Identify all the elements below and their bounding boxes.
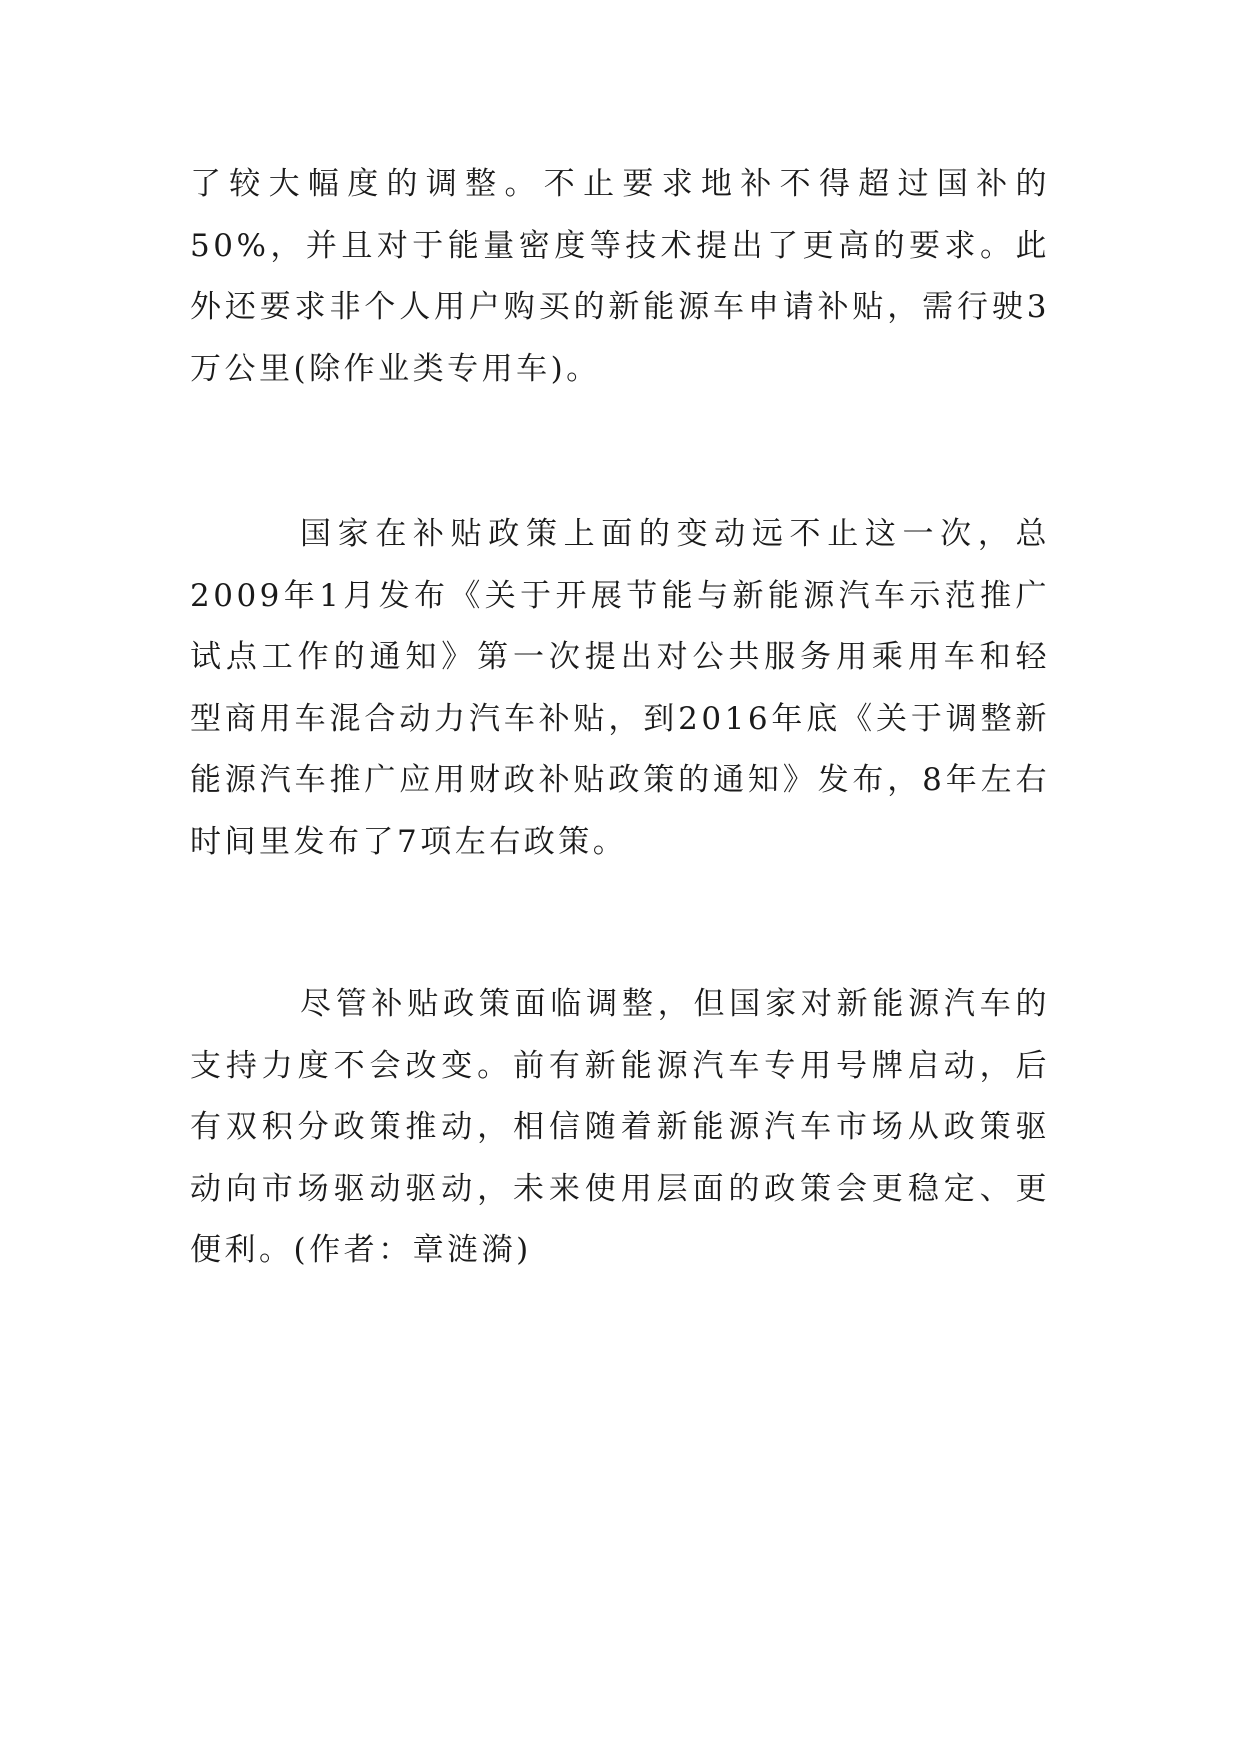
paragraph-subsidy-history: 国家在补贴政策上面的变动远不止这一次，总2009年1月发布《关于开展节能与新能源汽车示范推广试点工作的通知》第一次提出对公共服务用乘用车和轻型商用车混合动力汽车补贴，到2016年底《关于调整新能源汽车推广应用财政补贴政策的通知》发布，8年左右时间里发布了7项左右政策。: [190, 516, 1050, 860]
paragraph-continued: 了较大幅度的调整。不止要求地补不得超过国补的50%，并且对于能量密度等技术提出了更高的要求。此外还要求非个人用户购买的新能源车申请补贴，需行驶3万公里(除作业类专用车)。: [190, 166, 1050, 387]
paragraph-conclusion: 尽管补贴政策面临调整，但国家对新能源汽车的支持力度不会改变。前有新能源汽车专用号牌启动，后有双积分政策推动，相信随着新能源汽车市场从政策驱动向市场驱动驱动，未来使用层面的政策会更稳定、更便利。(作者：章涟漪): [190, 986, 1050, 1268]
